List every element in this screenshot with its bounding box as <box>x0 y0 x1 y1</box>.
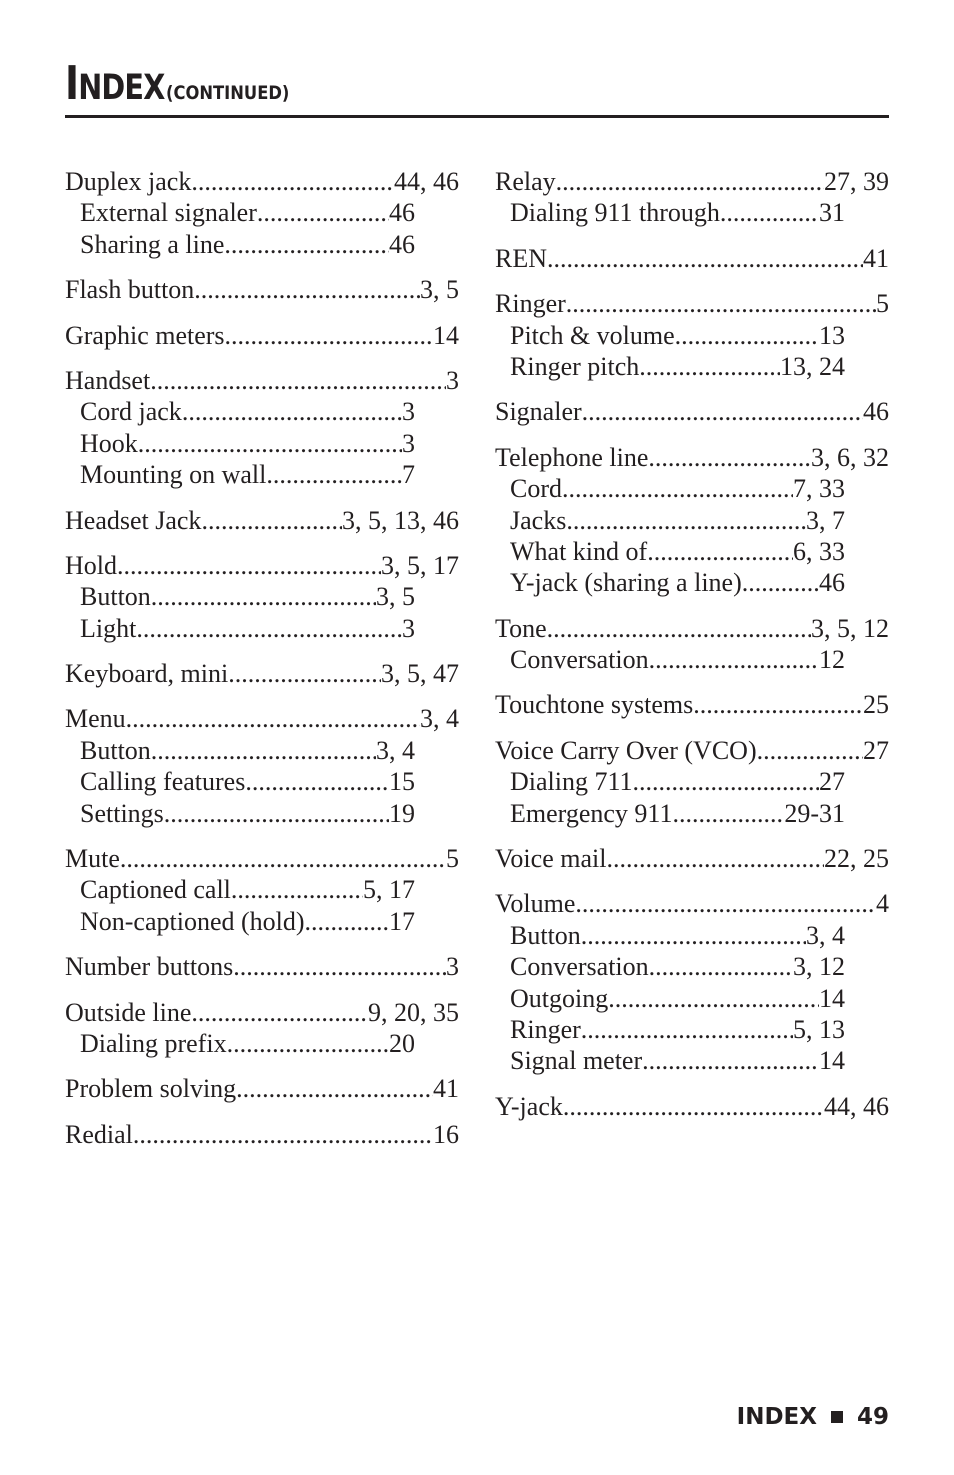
entry-pages: 14 <box>433 320 459 350</box>
index-group <box>495 1091 889 1122</box>
dot-leader <box>136 613 402 644</box>
index-subentry <box>495 197 845 228</box>
dot-leader <box>194 274 420 305</box>
index-entry <box>65 1073 459 1104</box>
index-group <box>65 1073 459 1104</box>
entry-pages: 3, 4 <box>806 920 845 950</box>
dot-leader <box>257 197 389 228</box>
index-subentry <box>495 644 845 675</box>
index-entry <box>65 1119 459 1150</box>
entry-term: Touchtone systems <box>495 690 694 720</box>
entry-pages: 44, 46 <box>394 167 459 196</box>
dot-leader <box>649 951 793 982</box>
dot-leader <box>606 843 824 874</box>
entry-pages: 19 <box>389 798 415 828</box>
entry-term: Settings <box>80 798 164 828</box>
entry-term: Dialing prefix <box>80 1028 227 1058</box>
entry-term: External signaler <box>80 198 257 228</box>
dot-leader <box>266 459 402 490</box>
index-subentry <box>65 396 415 427</box>
index-group <box>65 658 459 689</box>
entry-pages: 17 <box>389 906 415 936</box>
entry-term: Voice Carry Over (VCO) <box>495 735 757 765</box>
dot-leader <box>639 351 780 382</box>
entry-pages: 3, 7 <box>806 505 845 535</box>
entry-term: What kind of <box>510 536 648 566</box>
index-entry <box>495 689 889 720</box>
dot-leader <box>582 888 876 919</box>
index-subentry <box>65 229 415 260</box>
entry-term: Tone <box>495 613 547 643</box>
index-group <box>495 689 889 720</box>
index-entry <box>495 613 889 644</box>
dot-leader <box>566 505 806 536</box>
index-group <box>65 365 459 491</box>
entry-pages: 31 <box>819 198 845 228</box>
dot-leader <box>191 166 394 197</box>
index-subentry <box>495 536 845 567</box>
entry-pages: 13 <box>819 320 845 350</box>
index-column-right <box>495 166 889 1136</box>
dot-leader <box>581 920 806 951</box>
index-subentry <box>65 874 415 905</box>
index-group <box>495 613 889 676</box>
dot-leader <box>648 442 811 473</box>
entry-term: Signaler <box>495 397 582 427</box>
dot-leader <box>182 396 402 427</box>
entry-term: Dialing 711 <box>510 767 633 797</box>
index-subentry <box>65 906 415 937</box>
index-subentry <box>495 951 845 982</box>
entry-term: Graphic meters <box>65 320 225 350</box>
index-entry <box>495 888 889 919</box>
index-group <box>495 243 889 274</box>
dot-leader <box>672 798 784 829</box>
dot-leader <box>720 197 819 228</box>
entry-term: Emergency 911 <box>510 798 673 828</box>
entry-term: Ringer pitch <box>510 351 640 381</box>
square-bullet-icon <box>831 1411 843 1423</box>
entry-term: Mounting on wall <box>80 460 267 490</box>
entry-term: Menu <box>65 704 126 734</box>
dot-leader <box>120 843 446 874</box>
heading-initial: I <box>65 56 79 110</box>
index-group <box>65 320 459 351</box>
entry-term: Jacks <box>510 505 567 535</box>
entry-pages: 5 <box>876 289 889 319</box>
index-entry <box>65 997 459 1028</box>
index-subentry <box>65 766 415 797</box>
index-entry <box>65 505 459 536</box>
index-entry <box>65 320 459 351</box>
index-group <box>65 274 459 305</box>
entry-pages: 44, 46 <box>824 1091 889 1121</box>
dot-leader <box>562 473 793 504</box>
dot-leader <box>742 567 819 598</box>
entry-term: Telephone line <box>495 442 649 472</box>
entry-pages: 12 <box>819 645 845 675</box>
index-group <box>495 442 889 599</box>
entry-pages: 5, 13 <box>793 1014 845 1044</box>
entry-pages: 7, 33 <box>793 474 845 504</box>
index-group <box>495 166 889 229</box>
entry-term: Y-jack (sharing a line) <box>510 568 742 598</box>
index-group <box>65 703 459 829</box>
dot-leader <box>133 1119 433 1150</box>
dot-leader <box>581 1014 793 1045</box>
entry-pages: 4 <box>876 889 889 919</box>
dot-leader <box>191 997 368 1028</box>
entry-pages: 22, 25 <box>824 844 889 874</box>
entry-pages: 27, 39 <box>824 167 889 196</box>
dot-leader <box>231 874 363 905</box>
index-entry <box>65 166 459 197</box>
dot-leader <box>305 906 389 937</box>
index-subentry <box>65 197 415 228</box>
entry-pages: 5, 17 <box>363 875 415 905</box>
dot-leader <box>582 396 863 427</box>
entry-term: Signal meter <box>510 1046 643 1076</box>
index-subentry <box>495 567 845 598</box>
index-entry <box>65 843 459 874</box>
entry-pages: 3, 4 <box>420 704 459 734</box>
index-subentry <box>495 505 845 536</box>
dot-leader <box>547 243 863 274</box>
index-subentry <box>65 613 415 644</box>
dot-leader <box>563 1091 824 1122</box>
dot-leader <box>647 536 793 567</box>
dot-leader <box>164 798 389 829</box>
dot-leader <box>633 766 819 797</box>
index-subentry <box>495 920 845 951</box>
index-entry <box>65 365 459 396</box>
index-column-left <box>65 166 459 1164</box>
entry-pages: 41 <box>863 243 889 273</box>
dot-leader <box>201 505 342 536</box>
entry-term: Hook <box>80 428 138 458</box>
footer-section: INDEX <box>736 1404 817 1430</box>
index-entry <box>495 735 889 766</box>
entry-pages: 3, 5, 13, 46 <box>342 505 459 535</box>
dot-leader <box>236 1073 433 1104</box>
entry-term: Dialing 911 through <box>510 198 720 228</box>
index-subentry <box>495 473 845 504</box>
entry-pages: 3 <box>402 428 415 458</box>
entry-term: Number buttons <box>65 952 234 982</box>
page-heading <box>65 56 290 110</box>
dot-leader <box>757 735 863 766</box>
dot-leader <box>233 951 446 982</box>
index-subentry <box>495 351 845 382</box>
entry-term: Conversation <box>510 645 649 675</box>
index-subentry <box>495 1045 845 1076</box>
index-entry <box>495 843 889 874</box>
index-subentry <box>65 735 415 766</box>
dot-leader <box>566 288 876 319</box>
dot-leader <box>138 428 402 459</box>
entry-term: REN <box>495 243 547 273</box>
entry-pages: 3, 5, 47 <box>381 659 459 689</box>
dot-leader <box>227 1028 389 1059</box>
entry-pages: 25 <box>863 690 889 720</box>
index-subentry <box>495 1014 845 1045</box>
entry-term: Volume. <box>495 889 582 919</box>
entry-pages: 3, 5 <box>420 275 459 305</box>
dot-leader <box>151 581 376 612</box>
entry-term: Mute <box>65 844 120 874</box>
dot-leader <box>547 613 811 644</box>
entry-term: Button <box>80 735 151 765</box>
dot-leader <box>693 689 863 720</box>
index-group <box>495 288 889 382</box>
index-group <box>65 951 459 982</box>
entry-pages: 3, 6, 32 <box>811 442 889 472</box>
index-entry <box>495 1091 889 1122</box>
index-group <box>65 997 459 1060</box>
entry-term: Relay <box>495 167 556 196</box>
entry-term: Button <box>510 920 581 950</box>
index-subentry <box>65 459 415 490</box>
index-entry <box>65 951 459 982</box>
entry-term: Cord <box>510 474 562 504</box>
index-subentry <box>65 581 415 612</box>
index-subentry <box>65 428 415 459</box>
index-subentry <box>495 983 845 1014</box>
heading-rule <box>65 115 889 118</box>
entry-term: Pitch & volume <box>510 320 675 350</box>
page-number: 49 <box>856 1404 889 1430</box>
entry-pages: 13, 24 <box>780 351 845 381</box>
dot-leader <box>608 983 819 1014</box>
entry-term: Cord jack <box>80 397 182 427</box>
entry-pages: 27 <box>819 767 845 797</box>
index-group <box>65 166 459 260</box>
dot-leader <box>224 229 389 260</box>
index-subentry <box>495 766 845 797</box>
dot-leader <box>151 735 376 766</box>
entry-term: Light <box>80 613 137 643</box>
entry-term: Headset Jack <box>65 505 202 535</box>
dot-leader <box>117 550 381 581</box>
index-entry <box>495 288 889 319</box>
entry-term: Sharing a line <box>80 229 225 259</box>
index-entry <box>495 243 889 274</box>
index-entry <box>65 658 459 689</box>
entry-pages: 6, 33 <box>793 536 845 566</box>
index-entry <box>495 442 889 473</box>
index-entry <box>65 274 459 305</box>
index-subentry <box>65 1028 415 1059</box>
dot-leader <box>556 166 824 197</box>
entry-pages: 3, 4 <box>376 735 415 765</box>
entry-term: Non-captioned (hold) <box>80 906 305 936</box>
index-group <box>495 735 889 829</box>
entry-term: Captioned call <box>80 875 231 905</box>
entry-term: Handset <box>65 365 151 395</box>
dot-leader <box>642 1045 819 1076</box>
entry-pages: 9, 20, 35 <box>368 997 459 1027</box>
dot-leader <box>649 644 819 675</box>
entry-pages: 14 <box>819 1046 845 1076</box>
dot-leader <box>150 365 446 396</box>
entry-pages: 46 <box>389 229 415 259</box>
dot-leader <box>228 658 381 689</box>
entry-pages: 16 <box>433 1119 459 1149</box>
page-footer <box>737 1404 889 1430</box>
index-subentry <box>65 798 415 829</box>
entry-pages: 29-31 <box>784 798 845 828</box>
entry-term: Ringer <box>510 1014 581 1044</box>
entry-pages: 15 <box>389 767 415 797</box>
entry-pages: 7 <box>402 460 415 490</box>
entry-term: Outside line <box>65 997 192 1027</box>
entry-term: Voice mail <box>495 844 607 874</box>
index-group <box>65 505 459 536</box>
entry-term: Hold <box>65 550 117 580</box>
index-entry <box>495 396 889 427</box>
entry-term: Redial <box>65 1119 133 1149</box>
index-group <box>495 843 889 874</box>
entry-pages: 3 <box>446 952 459 982</box>
heading-continued: (CONTINUED) <box>166 82 290 104</box>
entry-term: Outgoing <box>510 983 609 1013</box>
entry-pages: 5 <box>446 844 459 874</box>
entry-pages: 46 <box>389 198 415 228</box>
entry-pages: 3, 5 <box>376 582 415 612</box>
index-entry <box>495 166 889 197</box>
entry-term: Flash button <box>65 275 195 305</box>
entry-pages: 46 <box>819 568 845 598</box>
index-group <box>65 550 459 644</box>
entry-pages: 14 <box>819 983 845 1013</box>
entry-pages: 3, 12 <box>793 952 845 982</box>
entry-term: Keyboard, mini <box>65 659 229 689</box>
entry-pages: 27 <box>863 735 889 765</box>
entry-term: Calling features <box>80 767 246 797</box>
dot-leader <box>245 766 389 797</box>
dot-leader <box>126 703 420 734</box>
entry-pages: 3 <box>402 397 415 427</box>
index-group <box>495 888 889 1076</box>
entry-pages: 3 <box>402 613 415 643</box>
index-entry <box>65 550 459 581</box>
entry-term: Duplex jack <box>65 167 192 196</box>
index-subentry <box>495 798 845 829</box>
entry-term: Y-jack <box>495 1091 563 1121</box>
entry-pages: 46 <box>863 397 889 427</box>
index-group <box>65 1119 459 1150</box>
index-entry <box>65 703 459 734</box>
entry-term: Ringer <box>495 289 566 319</box>
index-group <box>65 843 459 937</box>
entry-pages: 3, 5, 17 <box>381 550 459 580</box>
heading-rest: NDEX <box>78 68 165 108</box>
entry-pages: 20 <box>389 1028 415 1058</box>
index-group <box>495 396 889 427</box>
dot-leader <box>675 320 819 351</box>
entry-pages: 3 <box>446 365 459 395</box>
entry-term: Conversation <box>510 952 649 982</box>
heading-title <box>65 56 165 110</box>
entry-term: Problem solving <box>65 1074 237 1104</box>
entry-pages: 3, 5, 12 <box>811 613 889 643</box>
index-subentry <box>495 320 845 351</box>
dot-leader <box>225 320 433 351</box>
entry-term: Button <box>80 582 151 612</box>
entry-pages: 41 <box>433 1074 459 1104</box>
